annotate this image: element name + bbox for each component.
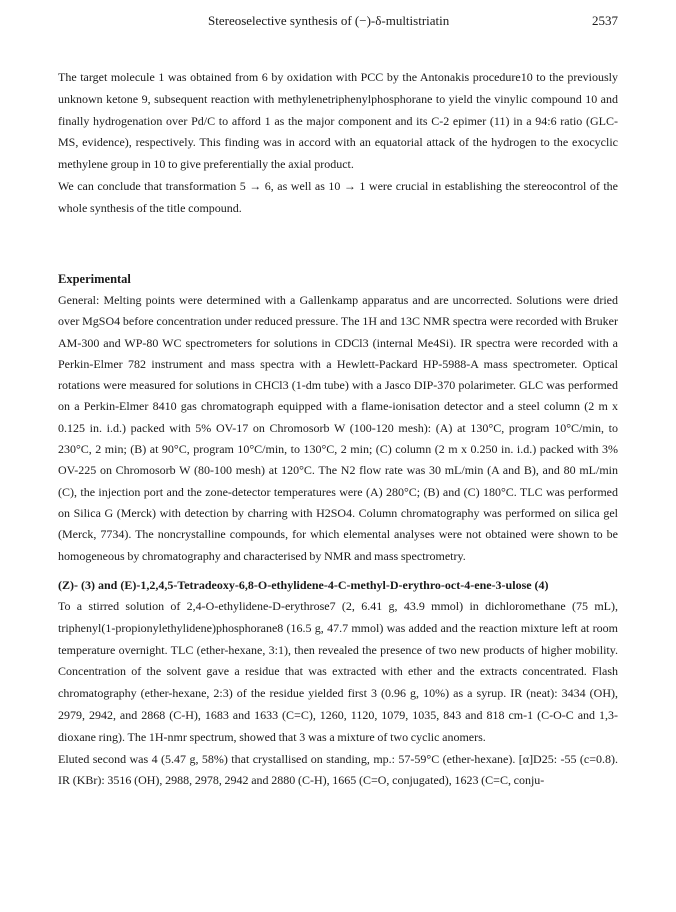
intro-paragraph-2: We can conclude that transformation 5 → 6, as well as 10 → 1 were crucial in establishing the stereocontrol of the whole synthesis of the title compound. <box>58 178 618 215</box>
experimental-heading: Experimental <box>58 272 131 286</box>
intro-paragraph-1: The target molecule 1 was obtained from 6 by oxidation with PCC by the Antonakis procedure10 to the previously unknown ketone 9, subsequent reaction with methylenetriphenylphosphorane to yield the vinylic compound 10 and finally hydrogenation over Pd/C to afford 1 as the major component and its C-2 epimer (11) in a 94:6 ratio (GLC-MS, evidence), respectively. This finding was in accord with an equatorial attack of the hydrogen to the exocyclic methylene group in 10 to give preferentially the axial product. <box>58 70 618 172</box>
page-number: 2537 <box>592 13 618 28</box>
running-title: Stereoselective synthesis of (−)-δ-multistriatin <box>208 13 450 28</box>
experimental-section <box>58 268 618 567</box>
intro-section <box>58 67 618 220</box>
compound-heading: (Z)- (3) and (E)-1,2,4,5-Tetradeoxy-6,8-O-ethylidene-4-C-methyl-D-erythro-oct-4-ene-3-ulose (4) <box>58 578 549 592</box>
running-header <box>58 13 618 33</box>
compound-paragraph-2: Eluted second was 4 (5.47 g, 58%) that crystallised on standing, mp.: 57-59°C (ether-hexane). [α]D25: -55 (c=0.8). IR (KBr): 3516 (OH), 2988, 2978, 2942 and 2880 (C-H), 1665 (C=O, conjugated), 1623 (C=C, conju- <box>58 751 618 788</box>
compound-paragraph-1: To a stirred solution of 2,4-O-ethylidene-D-erythrose7 (2, 6.41 g, 43.9 mmol) in dichloromethane (75 mL), triphenyl(1-propionylethylidene)phosphorane8 (16.5 g, 47.7 mmol) was added and the reaction mixture left at room temperature overnight. TLC (ether-hexane, 3:1), then revealed the presence of two new products of higher mobility. Concentration of the solvent gave a residue that was extracted with ether and the extracts concentrated. Flash chromatography (ether-hexane, 2:3) of the residue yielded first 3 (0.96 g, 10%) as a syrup. IR (neat): 3434 (OH), 2979, 2942, and 2868 (C-H), 1683 and 1633 (C=C), 1260, 1120, 1079, 1035, 843 and 818 cm-1 (C-O-C and 1,3-dioxane ring). The 1H-nmr spectrum, showed that 3 was a mixture of two cyclic anomers. <box>58 599 618 744</box>
experimental-general-paragraph: General: Melting points were determined with a Gallenkamp apparatus and are uncorrected. Solutions were dried over MgSO4 before concentration under reduced pressure. The 1H and 13C NMR spectra were recorded with Bruker AM-300 and WP-80 WC spectrometers for solutions in CDCl3 (internal Me4Si). IR spectra were recorded with a Perkin-Elmer 782 instrument and mass spectra with a Hewlett-Packard HP-5988-A mass spectrometer. Optical rotations were measured for solutions in CHCl3 (1-dm tube) with a Jasco DIP-370 polarimeter. GLC was performed on a Perkin-Elmer 8410 gas chromatograph equipped with a flame-ionisation detector and a steel column (2 m x 0.125 in. i.d.) packed with 5% OV-17 on Chromosorb W (100-120 mesh): (A) at 130°C, program 10°C/min, to 230°C, 2 min; (B) at 90°C, program 10°C/min, to 130°C, 2 min; (C) column (2 m x 0.250 in. i.d.) packed with 3% OV-225 on Chromosorb W (80-100 mesh) at 120°C. The N2 flow rate was 30 mL/min (A and B), and 80 mL/min (C), the injection port and the zone-detector temperatures were (A) 280°C; (B) and (C) 180°C. TLC was performed on Silica G (Merck) with detection by charring with H2SO4. Column chromatography was performed on silica gel (Merck, 7734). The noncrystalline compounds, for which elemental analyses were not obtained were shown to be homogeneous by chromatography and characterised by NMR and mass spectrometry. <box>58 293 618 563</box>
compound-section <box>58 574 618 792</box>
